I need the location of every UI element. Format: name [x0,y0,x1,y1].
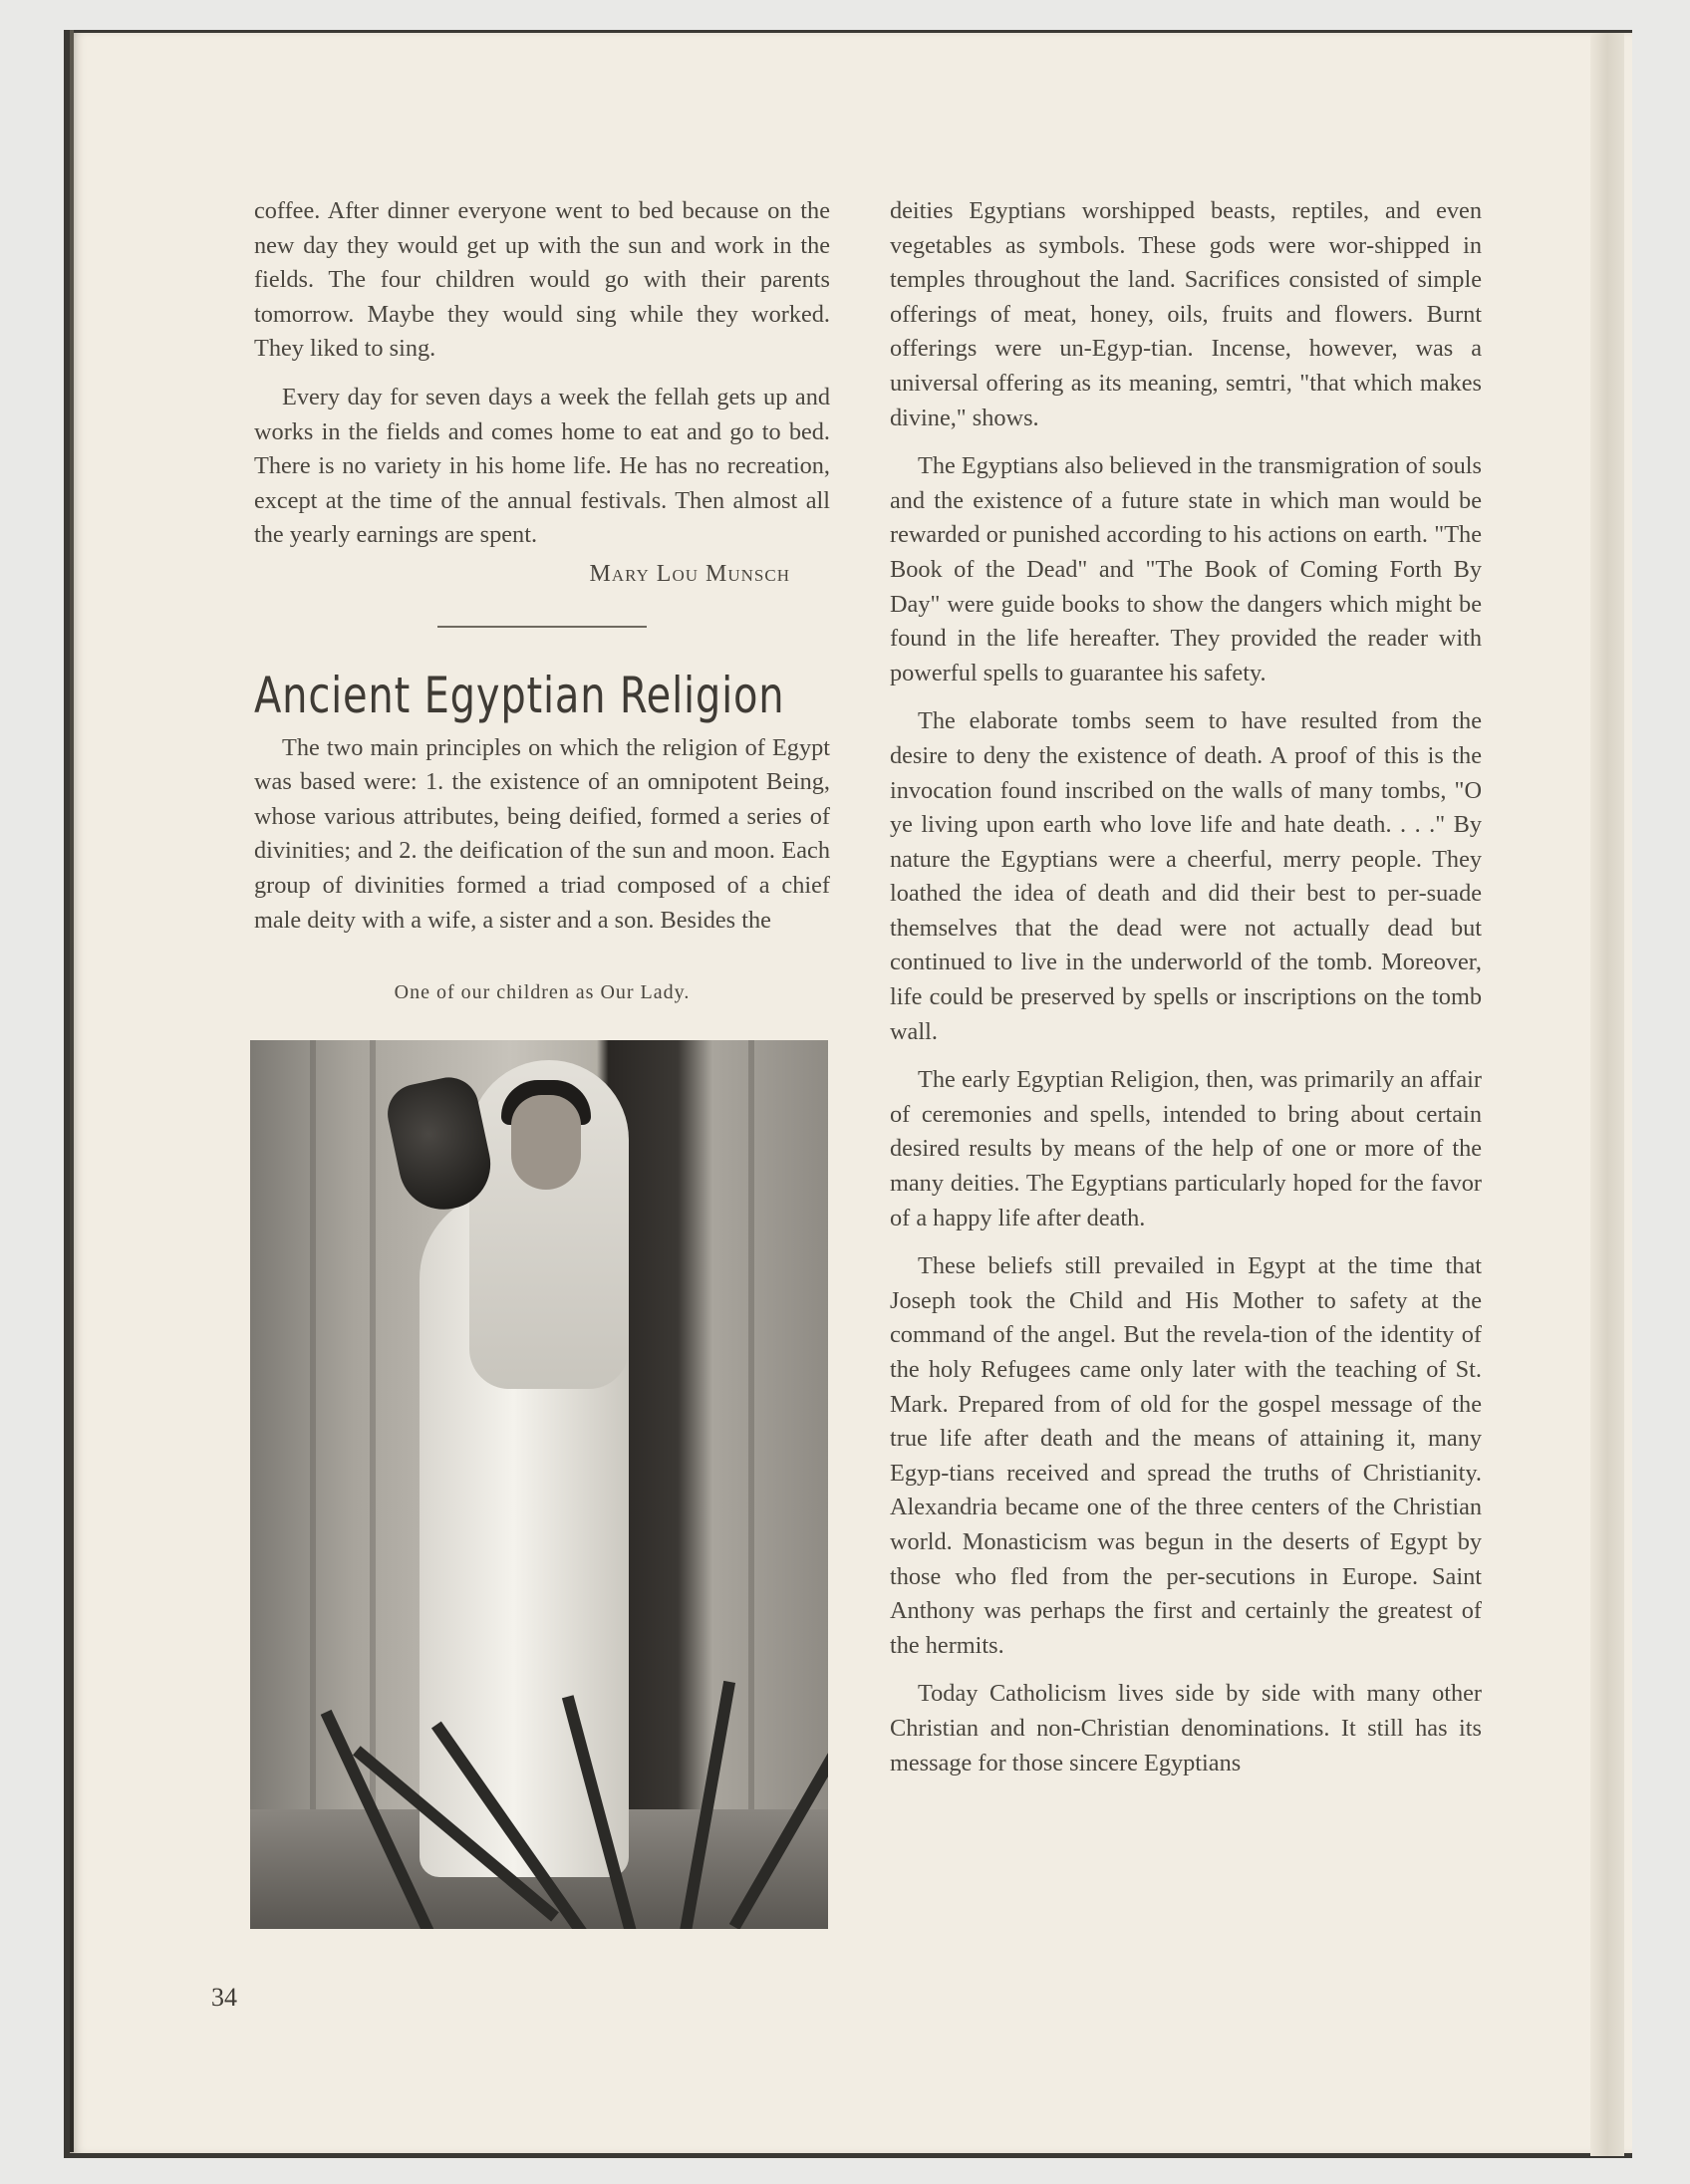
right-column [890,194,1482,1794]
story-ending-paragraph: coffee. After dinner everyone went to bed because on the new day they would get up with the sun and work in the fields. The four children would go with their parents tomorrow. Maybe they would sing while they worked. They liked to sing. [254,197,830,363]
article-paragraph: deities Egyptians worshipped beasts, reptiles, and even vegetables as symbols. These gods were wor‑shipped in temples throughout the land. Sacrifices consisted of simple offerings of meat, honey, oils, fruits and flowers. Burnt offerings were un‑Egyp‑tian. Incense, however, was a universal offering as its meaning, semtri, "that which makes divine," shows. [890,197,1482,431]
story-paragraph: Every day for seven days a week the fellah gets up and works in the fields and comes home to eat and go to bed. There is no variety in his home life. He has no recreation, except at the time of the annual festivals. Then almost all the yearly earnings are spent. [254,383,830,549]
photo-caption: One of our children as Our Lady. [394,981,691,1004]
author-byline: Mary Lou Munsch [589,560,790,587]
article-paragraph: The early Egyptian Religion, then, was primarily an affair of ceremonies and spells, intended to bring about certain desired results by means of the help of one or more of the many deities. The Egyptians particularly hoped for the favor of a happy life after death. [890,1066,1482,1231]
curtain-fold [748,1040,754,1929]
article-intro-paragraph: The two main principles on which the religion of Egypt was based were: 1. the existence of an omnipotent Being, whose various attributes, being deified, formed a series of divinities; and 2. the deification of the sun and moon. Each group of divinities formed a triad composed of a chief male deity with a wife, a sister and a son. Besides the [254,733,830,934]
page-binding [70,30,74,2152]
article-paragraph: The Egyptians also believed in the transmigration of souls and the existence of a future state in which man would be rewarded or punished according to his actions on earth. "The Book of the Dead" and "The Book of Coming Forth By Day" were guide books to show the dangers which might be found in the life hereafter. They provided the reader with powerful spells to guarantee his safety. [890,452,1482,686]
article-title: Ancient Egyptian Religion [254,666,785,724]
article-paragraph: The elaborate tombs seem to have resulted from the desire to deny the existence of death. A proof of this is the invocation found inscribed on the walls of many tombs, "O ye living upon earth who love life and hate death. . . ." By nature the Egyptians were a cheerful, merry people. They loathed the idea of death and did their best to per‑suade themselves that the dead were not actually dead but continued to live in the underworld of the tomb. Moreover, life could be preserved by spells or inscriptions on the tomb wall. [890,707,1482,1045]
section-divider [437,626,647,628]
article-paragraph: Today Catholicism lives side by side with many other Christian and non‑Christian denominations. It still has its message for those sincere Egyptians [890,1680,1482,1776]
left-column [254,194,830,1929]
face [511,1095,581,1190]
page-number: 34 [211,1983,237,2012]
article-paragraph: These beliefs still prevailed in Egypt at the time that Joseph took the Child and His Mother to safety at the command of the angel. But the revela‑tion of the identity of the holy Refugees came only later with the teaching of St. Mark. Prepared from of old for the gospel message of the true life after death and the means of attaining it, many Egyp‑tians received and spread the truths of Christianity. Alexandria became one of the three centers of the Christian world. Monasticism was begun in the deserts of Egypt by those who fled from the per‑secutions in Europe. Saint Anthony was perhaps the first and certainly the greatest of the hermits. [890,1252,1482,1659]
page-edge [1590,30,1624,2156]
curtain-fold [310,1040,316,1929]
our-lady-photo [250,1040,828,1929]
